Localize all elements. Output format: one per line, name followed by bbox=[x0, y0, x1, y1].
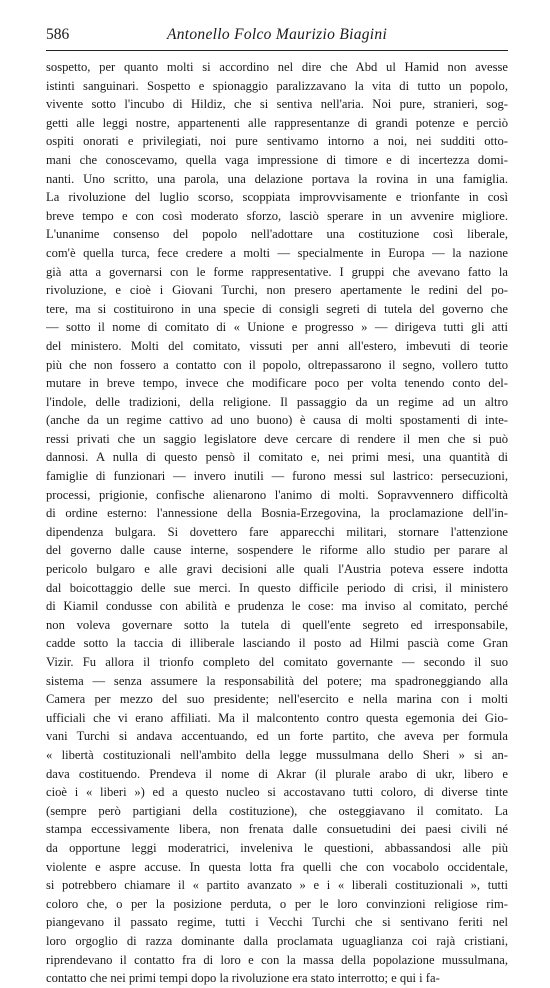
text-line: ufficiali che vi erano affiliati. Ma il malcontento contro questa egemonia dei Gio- bbox=[46, 710, 508, 725]
text-line: breve tempo e con così moderato sforzo, lasciò sperare in un avvenire migliore. bbox=[46, 208, 508, 223]
text-line: dipendenza bulgara. Si dovettero fare apparecchi militari, stornare l'attenzione bbox=[46, 524, 508, 539]
text-line: pericolo bulgaro e alle gravi decisioni alle quali l'Austria poteva essere indotta bbox=[46, 562, 508, 577]
text-line: mani che conoscevamo, quella vaga impressione di timore e di incertezza domi- bbox=[46, 152, 508, 167]
text-line: più che non fossero a contatto con il popolo, oltrepassarono il segno, vollero tutto bbox=[46, 357, 508, 372]
text-line: coloro che, o per la posizione perduta, o per le loro convinzioni religiose rim- bbox=[46, 896, 508, 911]
text-line: già atta a governarsi con le forme rappresentative. I gruppi che avevano fatto la bbox=[46, 264, 508, 279]
text-line: sistema — senza assumere la responsabilità del potere; ma spadroneggiando alla bbox=[46, 673, 508, 688]
text-line: mutare in breve tempo, invece che modificare poco per volta tenendo conto del- bbox=[46, 376, 508, 391]
text-line: Camera per mezzo del suo presidente; nell'esercito e nella marina con i molti bbox=[46, 692, 508, 707]
text-line: dava costituendo. Prendeva il nome di Akrar (il plurale arabo di ukr, libero e bbox=[46, 766, 508, 781]
text-line: l'indole, delle tradizioni, della religione. Il passaggio da un regime ad un altro bbox=[46, 394, 508, 409]
text-line: famiglie di funzionari — invero inutili — furono messi sul lastrico: persecuzioni, bbox=[46, 469, 508, 484]
header-rule bbox=[46, 50, 508, 51]
text-line: ospiti onorati e privilegiati, noi pure sentivamo intorno a noi, nei sudditi otto- bbox=[46, 134, 508, 149]
text-line: contatto che nei primi tempi dopo la rivoluzione era stato interrotto; e qui i fa- bbox=[46, 971, 440, 986]
text-line: riprendevano il contatto fra di loro e con la massa della popolazione mussulmana, bbox=[46, 952, 508, 967]
text-line: sospetto, per quanto molti si accordino nel dire che Abd ul Hamid non avesse bbox=[46, 60, 508, 74]
text-line: Vizir. Fu allora il trionfo completo del comitato governante — secondo il suo bbox=[46, 655, 508, 669]
running-title: Antonello Folco Maurizio Biagini bbox=[166, 26, 388, 43]
text-line: del governo dalle cause interne, sospendere le riforme allo studio per parare al bbox=[46, 543, 508, 558]
text-line: si potrebbero chiamare il « partito avanzato » e i « liberali costituzionali », tutti bbox=[46, 878, 508, 893]
body-text bbox=[46, 58, 508, 988]
text-line: stampa eccessivamente libera, non frenata dalle consuetudini dei paesi civili né bbox=[46, 822, 508, 837]
text-line: nanti. Uno scritto, una parola, una delazione portava la rovina in una famiglia. bbox=[46, 171, 508, 186]
text-line: vani Turchi si andava accentuando, ed un forte partito, che aveva per formula bbox=[46, 729, 508, 744]
text-line: da opportune leggi moderatrici, inveleniva le questioni, abbassandosi alle più bbox=[46, 840, 508, 855]
text-line: tere, ma si costituirono in una specie di consigli segreti di tutela del governo che bbox=[46, 301, 508, 316]
text-line: processi, prigionie, confische alienarono l'animo di molti. Sopravvennero difficoltà bbox=[46, 487, 508, 502]
text-line: « libertà costituzionali nell'ambito della legge mussulmana dello Sheri » si an- bbox=[46, 747, 508, 762]
text-line: dannosi. A nulla di questo pensò il comitato e, nei primi mesi, una quantità di bbox=[46, 450, 508, 465]
text-line: piangevano il passato regime, tutti i Vecchi Turchi che si sentivano feriti nel bbox=[46, 915, 508, 930]
text-line: cioè i « liberi ») ed a questo nucleo si accostavano tutti coloro, di diverse tinte bbox=[46, 785, 508, 800]
text-line: di Kiamil condusse con abilità e prudenza le cose: ma inviso al comitato, perché bbox=[46, 599, 508, 614]
text-line: La rivoluzione del luglio scorso, scoppiata improvvisamente e trionfante in così bbox=[46, 190, 508, 205]
text-line: dal boicottaggio delle sue merci. In questo difficile periodo di crisi, il ministero bbox=[46, 580, 508, 595]
text-line: getti alle leggi nostre, appartenenti alle rappresentanze di grandi potenze e perciò bbox=[46, 115, 508, 130]
text-line: cadde sotto la taccia di illiberale lasciando il posto ad Hilmi pascià come Gran bbox=[46, 636, 508, 651]
text-line: rivoluzione, e cioè i Giovani Turchi, non presero apertamente le redini del po- bbox=[46, 283, 508, 298]
text-line: non voleva governare sotto la tutela di quell'ente segreto ed irresponsabile, bbox=[46, 617, 508, 632]
text-line: violente e aspre accuse. In questa lotta fra quelli che con vocabolo occidentale, bbox=[46, 859, 508, 874]
text-line: (sempre però partigiani della costituzione), che osteggiavano il comitato. La bbox=[46, 803, 508, 818]
text-line: del ministero. Molti del comitato, vissuti per anni all'estero, imbevuti di teorie bbox=[46, 338, 508, 353]
text-line: (anche da un regime cattivo ad uno buono) è causa di molti spostamenti di inte- bbox=[46, 413, 508, 428]
text-line: di ordine esterno: l'annessione della Bosnia-Erzegovina, la proclamazione dell'in- bbox=[46, 506, 508, 521]
text-line: L'unanime consenso del popolo nell'adottare una costituzione così liberale, bbox=[46, 227, 508, 242]
text-line: loro orgoglio di razza dominante dalla proclamata uguaglianza coi rajà cristiani, bbox=[46, 933, 508, 948]
text-line: — sotto il nome di comitato di « Unione e progresso » — dirigeva tutti gli atti bbox=[46, 320, 508, 335]
text-line: com'è quella turca, fece credere a molti — specialmente in Europa — la nazione bbox=[46, 245, 508, 260]
text-line: ressi privati che un saggio legislatore deve cercare di rendere il men che si può bbox=[46, 431, 508, 446]
text-line: vivente sotto l'incubo di Hildiz, che si sentiva nell'aria. Noi pure, stranieri, sog- bbox=[46, 97, 508, 112]
text-line: istinti sanguinari. Sospetto e spionaggio paralizzavano la vita di tutto un popolo, bbox=[46, 78, 508, 93]
page-number: 586 bbox=[46, 26, 70, 43]
page-header bbox=[46, 26, 508, 48]
